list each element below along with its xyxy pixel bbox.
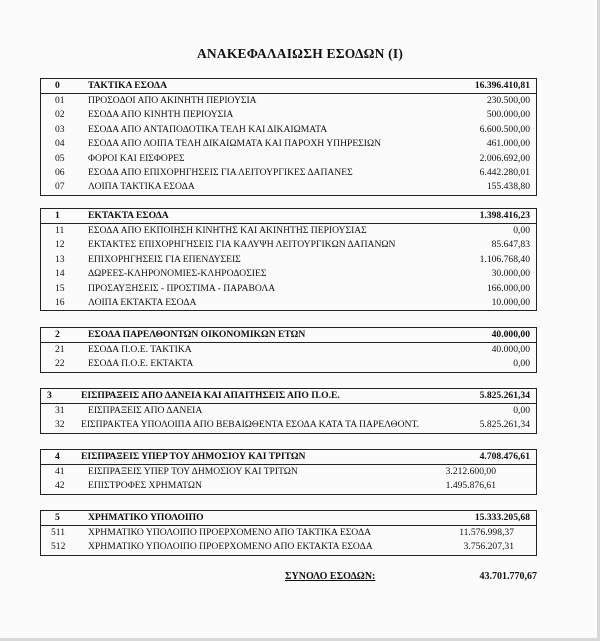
row-label: ΕΣΟΔΑ ΑΠΟ ΕΠΙΧΟΡΗΓΗΣΕΙΣ ΓΙΑ ΛΕΙΤΟΥΡΓΙΚΕΣ ΔΑΠΑΝΕΣ (88, 166, 353, 178)
row-label: ΧΡΗΜΑΤΙΚΟ ΥΠΟΛΟΙΠΟ ΠΡΟΕΡΧΟΜΕΝΟ ΑΠΟ ΕΚΤΑΚΤΑ ΕΣΟΔΑ (88, 541, 373, 553)
row-label: ΕΣΟΔΑ Π.Ο.Ε. ΕΚΤΑΚΤΑ (88, 358, 194, 370)
section-loans-receipts (40, 388, 537, 434)
row-amount: 40.000,00 (491, 344, 530, 355)
table-row (41, 296, 536, 310)
row-amount: 0,00 (513, 405, 530, 416)
row-amount: 6.442.280,01 (479, 166, 530, 178)
row-label: ΧΡΗΜΑΤΙΚΟ ΥΠΟΛΟΙΠΟ ΠΡΟΕΡΧΟΜΕΝΟ ΑΠΟ ΤΑΚΤΙΚΑ ΕΣΟΔΑ (88, 527, 372, 538)
table-row (41, 180, 536, 194)
row-amount: 6.600.500,00 (479, 123, 530, 135)
row-amount: 500.000,00 (486, 109, 530, 121)
table-row (41, 94, 536, 108)
section-header (41, 389, 536, 404)
row-amount: 5.825.261,34 (479, 419, 530, 431)
section-regular-revenue (40, 78, 537, 196)
row-code: 06 (55, 166, 65, 178)
section-code: 3 (47, 390, 52, 401)
table-row (41, 224, 536, 238)
row-code: 01 (55, 95, 65, 106)
table-row (41, 267, 536, 281)
row-code: 41 (55, 466, 65, 477)
table-row (41, 404, 536, 418)
row-amount: 461.000,00 (486, 138, 530, 150)
section-label: ΤΑΚΤΙΚΑ ΕΣΟΔΑ (88, 80, 167, 91)
section-header (41, 450, 536, 465)
grand-total-amount: 43.701.770,67 (479, 571, 537, 582)
section-amount: 4.708.476,61 (479, 451, 530, 462)
table-row (41, 343, 536, 357)
row-code: 32 (55, 419, 65, 431)
row-amount: 0,00 (513, 358, 530, 370)
row-label: ΕΣΟΔΑ Π.Ο.Ε. ΤΑΚΤΙΚΑ (88, 344, 192, 355)
row-label: ΕΙΣΠΡΑΞΕΙΣ ΑΠΟ ΔΑΝΕΙΑ (88, 405, 203, 416)
section-public-third-party-receipts (40, 449, 537, 495)
row-amount: 11.576.998,37 (459, 527, 514, 538)
row-code: 05 (55, 152, 65, 164)
row-code: 22 (55, 358, 65, 370)
row-label: ΕΣΟΔΑ ΑΠΟ ΑΝΤΑΠΟΔΟΤΙΚΑ ΤΕΛΗ ΚΑΙ ΔΙΚΑΙΩΜΑΤΑ (88, 123, 328, 135)
section-code: 4 (55, 451, 60, 462)
section-amount: 15.333.205,68 (474, 512, 530, 523)
row-code: 11 (55, 225, 65, 236)
section-label: ΕΙΣΠΡΑΞΕΙΣ ΥΠΕΡ ΤΟΥ ΔΗΜΟΣΙΟΥ ΚΑΙ ΤΡΙΤΩΝ (81, 451, 306, 462)
section-extraordinary-revenue (40, 208, 537, 311)
row-label: ΕΠΙΧΟΡΗΓΗΣΕΙΣ ΓΙΑ ΕΠΕΝΔΥΣΕΙΣ (88, 253, 241, 265)
section-code: 1 (55, 210, 60, 221)
row-amount: 2.006.692,00 (479, 152, 530, 164)
section-code: 5 (55, 512, 60, 523)
table-row (41, 108, 536, 122)
row-amount: 0,00 (513, 225, 530, 236)
row-amount: 155.438,80 (486, 181, 530, 193)
section-header (41, 511, 536, 526)
table-row (41, 238, 536, 252)
row-code: 14 (55, 268, 65, 280)
row-label: ΕΣΟΔΑ ΑΠΟ ΛΟΙΠΑ ΤΕΛΗ ΔΙΚΑΙΩΜΑΤΑ ΚΑΙ ΠΑΡΟΧΗ ΥΠΗΡΕΣΙΩΝ (88, 138, 382, 150)
section-amount: 16.396.410,81 (474, 80, 530, 91)
row-code: 511 (51, 527, 66, 538)
table-row (41, 465, 536, 479)
row-code: 03 (55, 123, 65, 135)
row-amount: 230.500,00 (486, 95, 530, 106)
row-amount: 1.106.768,40 (479, 253, 530, 265)
row-label: ΛΟΙΠΑ ΕΚΤΑΚΤΑ ΕΣΟΔΑ (88, 296, 197, 308)
section-code: 0 (55, 80, 60, 91)
section-label: ΕΙΣΠΡΑΞΕΙΣ ΑΠΟ ΔΑΝΕΙΑ ΚΑΙ ΑΠΑΙΤΗΣΕΙΣ ΑΠΟ Π.Ο.Ε. (81, 390, 340, 401)
row-label: ΕΠΙΣΤΡΟΦΕΣ ΧΡΗΜΑΤΩΝ (88, 480, 202, 492)
row-label: ΕΚΤΑΚΤΕΣ ΕΠΙΧΟΡΗΓΗΣΕΙΣ ΓΙΑ ΚΑΛΥΨΗ ΛΕΙΤΟΥΡΓΙΚΩΝ ΔΑΠΑΝΩΝ (88, 239, 396, 251)
section-code: 2 (55, 329, 60, 340)
table-row (41, 479, 536, 493)
row-code: 12 (55, 239, 65, 251)
row-amount: 3.212.600,00 (445, 466, 496, 477)
row-code: 15 (55, 282, 65, 294)
table-row (41, 123, 536, 137)
row-code: 13 (55, 253, 65, 265)
table-row (41, 137, 536, 151)
row-code: 31 (55, 405, 65, 416)
section-amount: 40.000,00 (491, 329, 530, 340)
table-row (41, 526, 536, 540)
row-code: 512 (51, 541, 66, 553)
table-row (41, 418, 536, 432)
row-label: ΠΡΟΣΟΔΟΙ ΑΠΟ ΑΚΙΝΗΤΗ ΠΕΡΙΟΥΣΙΑ (88, 95, 257, 106)
row-amount: 10.000,00 (491, 296, 530, 308)
row-label: ΕΣΟΔΑ ΑΠΟ ΚΙΝΗΤΗ ΠΕΡΙΟΥΣΙΑ (88, 109, 234, 121)
row-label: ΔΩΡΕΕΣ-ΚΛΗΡΟΝΟΜΙΕΣ-ΚΛΗΡΟΔΟΣΙΕΣ (88, 268, 267, 280)
section-header (41, 328, 536, 343)
row-label: ΕΙΣΠΡΑΞΕΙΣ ΥΠΕΡ ΤΟΥ ΔΗΜΟΣΙΟΥ ΚΑΙ ΤΡΙΤΩΝ (88, 466, 298, 477)
table-row (41, 357, 536, 371)
row-code: 04 (55, 138, 65, 150)
table-row (41, 540, 536, 554)
row-amount: 85.647,83 (491, 239, 530, 251)
row-label: ΠΡΟΣΑΥΞΗΣΕΙΣ - ΠΡΟΣΤΙΜΑ - ΠΑΡΑΒΟΛΑ (88, 282, 276, 294)
row-code: 42 (55, 480, 65, 492)
row-label: ΕΙΣΠΡΑΚΤΕΑ ΥΠΟΛΟΙΠΑ ΑΠΟ ΒΕΒΑΙΩΘΕΝΤΑ ΕΣΟΔΑ ΚΑΤΑ ΤΑ ΠΑΡΕΛΘΟΝΤ. (81, 419, 419, 431)
row-code: 21 (55, 344, 65, 355)
row-amount: 3.756.207,31 (463, 541, 514, 553)
table-row (41, 253, 536, 267)
section-amount: 1.398.416,23 (479, 210, 530, 221)
grand-total-label: ΣΥΝΟΛΟ ΕΣΟΔΩΝ: (285, 571, 376, 582)
section-label: ΧΡΗΜΑΤΙΚΟ ΥΠΟΛΟΙΠΟ (88, 512, 204, 523)
row-label: ΕΣΟΔΑ ΑΠΟ ΕΚΠΟΙΗΣΗ ΚΙΝΗΤΗΣ ΚΑΙ ΑΚΙΝΗΤΗΣ ΠΕΡΙΟΥΣΙΑΣ (88, 225, 367, 236)
section-header (41, 79, 536, 94)
row-code: 02 (55, 109, 65, 121)
row-code: 07 (55, 181, 65, 193)
section-past-years-revenue (40, 327, 537, 373)
section-cash-balance (40, 510, 537, 556)
row-amount: 1.495.876,61 (445, 480, 496, 492)
row-amount: 166.000,00 (486, 282, 530, 294)
section-label: ΕΚΤΑΚΤΑ ΕΣΟΔΑ (88, 210, 169, 221)
row-amount: 30.000,00 (491, 268, 530, 280)
table-row (41, 282, 536, 296)
row-code: 16 (55, 296, 65, 308)
page-title: ΑΝΑΚΕΦΑΛΑΙΩΣΗ ΕΣΟΔΩΝ (Ι) (196, 46, 404, 61)
table-row (41, 152, 536, 166)
row-label: ΦΟΡΟΙ ΚΑΙ ΕΙΣΦΟΡΕΣ (88, 152, 185, 164)
row-label: ΛΟΙΠΑ ΤΑΚΤΙΚΑ ΕΣΟΔΑ (88, 181, 195, 193)
section-amount: 5.825.261,34 (479, 390, 530, 401)
section-label: ΕΣΟΔΑ ΠΑΡΕΛΘΟΝΤΩΝ ΟΙΚΟΝΟΜΙΚΩΝ ΕΤΩΝ (88, 329, 306, 340)
section-header (41, 209, 536, 224)
table-row (41, 166, 536, 180)
